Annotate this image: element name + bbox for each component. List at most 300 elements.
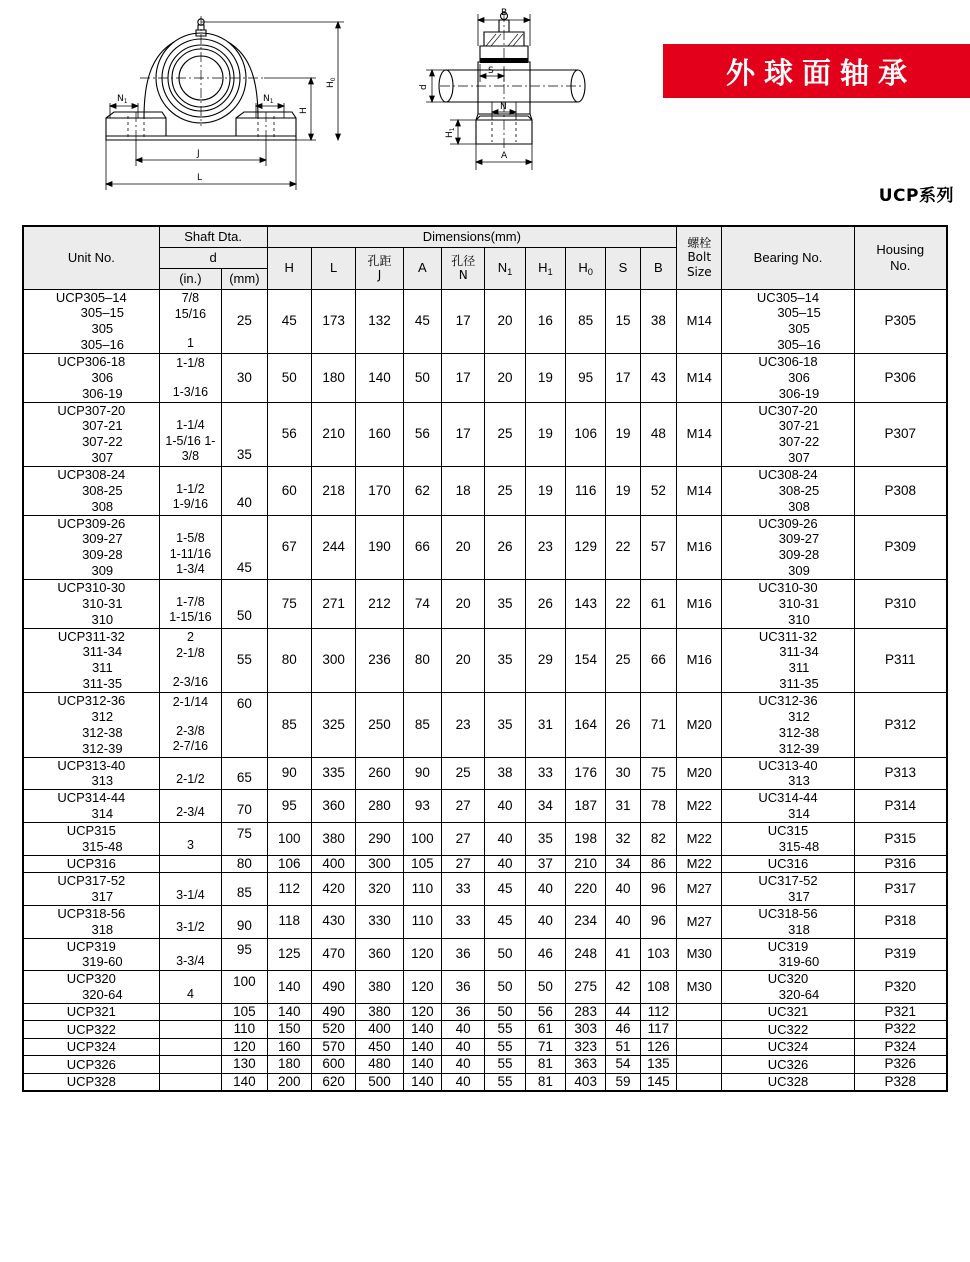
cell-s: 51 — [606, 1038, 640, 1055]
cell-unit-no: UCP312-36 312 312-38 312-39 — [23, 693, 159, 757]
cell-housing-no: P315 — [854, 822, 947, 855]
cell-s: 59 — [606, 1073, 640, 1091]
cell-j: 212 — [356, 580, 403, 629]
cell-h: 125 — [267, 938, 311, 971]
cell-l: 490 — [311, 1004, 355, 1021]
table-row — [23, 580, 947, 629]
pillow-block-front-view — [78, 6, 378, 201]
col-header-B: B — [640, 247, 676, 289]
cell-shaft-dia-mm: 95 — [222, 938, 267, 971]
cell-unit-no: UCP316 — [23, 855, 159, 872]
cell-housing-no: P326 — [854, 1056, 947, 1073]
spec-table-container — [22, 225, 948, 1092]
cell-h0: 220 — [566, 873, 606, 906]
cell-bolt-size: M14 — [677, 467, 722, 516]
cell-bolt-size: M27 — [677, 905, 722, 938]
cell-h0: 248 — [566, 938, 606, 971]
cell-b: 82 — [640, 822, 676, 855]
cell-h0: 95 — [566, 354, 606, 403]
j-cn: 孔距 — [367, 253, 392, 268]
cell-n: 20 — [442, 628, 485, 692]
cell-h: 160 — [267, 1038, 311, 1055]
cell-s: 40 — [606, 873, 640, 906]
cell-n1: 55 — [485, 1021, 525, 1038]
cell-h1: 61 — [525, 1021, 565, 1038]
housing-no-word: No. — [890, 257, 911, 273]
cell-b: 71 — [640, 693, 676, 757]
dim-label-n1-right: $N_1$ — [263, 94, 274, 105]
cell-b: 112 — [640, 1004, 676, 1021]
cell-h0: 283 — [566, 1004, 606, 1021]
dim-label-h1: $H_1$ — [445, 127, 456, 138]
cell-shaft-dia-inch — [159, 1073, 222, 1091]
cell-j: 236 — [356, 628, 403, 692]
dim-label-h: H — [299, 107, 309, 114]
cell-bolt-size — [677, 1073, 722, 1091]
cell-a: 93 — [403, 790, 441, 823]
cell-shaft-dia-mm: 105 — [222, 1004, 267, 1021]
product-title-cn: 外球面轴承 — [725, 55, 916, 90]
cell-n1: 35 — [485, 693, 525, 757]
cell-bolt-size — [677, 1021, 722, 1038]
cell-b: 96 — [640, 873, 676, 906]
cell-bearing-no: UC315 315-48 — [722, 822, 854, 855]
cell-housing-no: P313 — [854, 757, 947, 790]
cell-shaft-dia-inch: 2-3/4 — [159, 790, 222, 823]
cell-unit-no: UCP326 — [23, 1056, 159, 1073]
cell-housing-no: P308 — [854, 467, 947, 516]
cell-bolt-size — [677, 1038, 722, 1055]
cell-n1: 25 — [485, 467, 525, 516]
cell-h1: 16 — [525, 289, 565, 353]
cell-bolt-size: M30 — [677, 938, 722, 971]
cell-h0: 116 — [566, 467, 606, 516]
cell-b: 108 — [640, 971, 676, 1004]
cell-h1: 46 — [525, 938, 565, 971]
cell-n1: 25 — [485, 402, 525, 466]
cell-n1: 20 — [485, 354, 525, 403]
bolt-size-en: Bolt — [687, 250, 712, 265]
cell-h: 180 — [267, 1056, 311, 1073]
cell-bearing-no: UC324 — [722, 1038, 854, 1055]
cell-j: 140 — [356, 354, 403, 403]
cell-housing-no: P307 — [854, 402, 947, 466]
cell-shaft-dia-inch: 3 — [159, 822, 222, 855]
cell-j: 280 — [356, 790, 403, 823]
cell-n1: 55 — [485, 1056, 525, 1073]
cell-a: 56 — [403, 402, 441, 466]
cell-s: 31 — [606, 790, 640, 823]
cell-n: 17 — [442, 289, 485, 353]
cell-unit-no: UCP320 320-64 — [23, 971, 159, 1004]
col-header-mm: (mm) — [222, 268, 267, 289]
cell-l: 380 — [311, 822, 355, 855]
cell-bearing-no: UC317-52 317 — [722, 873, 854, 906]
cell-h0: 275 — [566, 971, 606, 1004]
cell-s: 15 — [606, 289, 640, 353]
cell-h0: 234 — [566, 905, 606, 938]
cell-l: 430 — [311, 905, 355, 938]
table-row — [23, 873, 947, 906]
cell-unit-no: UCP311-32 311-34 311 311-35 — [23, 628, 159, 692]
cell-bearing-no: UC310-30 310-31 310 — [722, 580, 854, 629]
col-header-bolt-size — [677, 226, 722, 289]
cell-h: 150 — [267, 1021, 311, 1038]
col-header-N1: $N_1$ — [485, 247, 525, 289]
cell-bolt-size: M27 — [677, 873, 722, 906]
cell-a: 66 — [403, 515, 441, 579]
table-row — [23, 971, 947, 1004]
cell-unit-no: UCP314-44 314 — [23, 790, 159, 823]
cell-bearing-no: UC308-24 308-25 308 — [722, 467, 854, 516]
cell-h0: 303 — [566, 1021, 606, 1038]
cell-shaft-dia-mm: 25 — [222, 289, 267, 353]
cell-l: 271 — [311, 580, 355, 629]
cell-l: 360 — [311, 790, 355, 823]
cell-n: 40 — [442, 1056, 485, 1073]
cell-shaft-dia-mm: 55 — [222, 628, 267, 692]
cell-bolt-size: M16 — [677, 580, 722, 629]
cell-b: 52 — [640, 467, 676, 516]
cell-h: 95 — [267, 790, 311, 823]
table-row — [23, 402, 947, 466]
cell-j: 260 — [356, 757, 403, 790]
pillow-block-side-view — [418, 2, 628, 197]
cell-bolt-size: M16 — [677, 515, 722, 579]
cell-b: 57 — [640, 515, 676, 579]
col-header-shaft-dia: Shaft Dta. — [159, 226, 267, 247]
col-header-L: L — [311, 247, 355, 289]
cell-h1: 40 — [525, 905, 565, 938]
cell-housing-no: P318 — [854, 905, 947, 938]
cell-bearing-no: UC312-36 312 312-38 312-39 — [722, 693, 854, 757]
cell-n1: 40 — [485, 855, 525, 872]
cell-h1: 33 — [525, 757, 565, 790]
cell-housing-no: P312 — [854, 693, 947, 757]
cell-s: 25 — [606, 628, 640, 692]
cell-bearing-no: UC313-40 313 — [722, 757, 854, 790]
cell-a: 45 — [403, 289, 441, 353]
technical-drawings — [0, 0, 970, 210]
cell-unit-no: UCP317-52 317 — [23, 873, 159, 906]
cell-shaft-dia-inch: 3-1/2 — [159, 905, 222, 938]
cell-housing-no: P322 — [854, 1021, 947, 1038]
cell-h: 106 — [267, 855, 311, 872]
cell-shaft-dia-mm: 90 — [222, 905, 267, 938]
cell-h: 90 — [267, 757, 311, 790]
cell-h1: 50 — [525, 971, 565, 1004]
cell-j: 132 — [356, 289, 403, 353]
cell-s: 40 — [606, 905, 640, 938]
cell-bearing-no: UC318-56 318 — [722, 905, 854, 938]
cell-h0: 176 — [566, 757, 606, 790]
cell-n1: 35 — [485, 580, 525, 629]
cell-h0: 198 — [566, 822, 606, 855]
cell-unit-no: UCP310-30 310-31 310 — [23, 580, 159, 629]
cell-s: 22 — [606, 515, 640, 579]
cell-h: 140 — [267, 971, 311, 1004]
cell-shaft-dia-mm: 35 — [222, 402, 267, 466]
cell-bolt-size: M30 — [677, 971, 722, 1004]
cell-s: 17 — [606, 354, 640, 403]
table-body — [23, 289, 947, 1091]
cell-h0: 164 — [566, 693, 606, 757]
cell-n1: 40 — [485, 822, 525, 855]
cell-l: 470 — [311, 938, 355, 971]
cell-n: 27 — [442, 790, 485, 823]
cell-bolt-size: M22 — [677, 822, 722, 855]
cell-h1: 35 — [525, 822, 565, 855]
cell-h: 118 — [267, 905, 311, 938]
col-header-J — [356, 247, 403, 289]
cell-l: 244 — [311, 515, 355, 579]
cell-housing-no: P328 — [854, 1073, 947, 1091]
cell-l: 210 — [311, 402, 355, 466]
cell-j: 380 — [356, 971, 403, 1004]
col-header-unit-no: Unit No. — [23, 226, 159, 289]
cell-n: 40 — [442, 1038, 485, 1055]
cell-n: 33 — [442, 905, 485, 938]
cell-shaft-dia-mm: 65 — [222, 757, 267, 790]
cell-housing-no: P321 — [854, 1004, 947, 1021]
cell-bearing-no: UC328 — [722, 1073, 854, 1091]
cell-housing-no: P324 — [854, 1038, 947, 1055]
cell-shaft-dia-inch: 7/8 15/16 1 — [159, 289, 222, 353]
cell-shaft-dia-mm: 60 — [222, 693, 267, 757]
cell-b: 66 — [640, 628, 676, 692]
cell-h1: 19 — [525, 467, 565, 516]
cell-shaft-dia-mm: 30 — [222, 354, 267, 403]
cell-h1: 23 — [525, 515, 565, 579]
table-row — [23, 693, 947, 757]
cell-j: 160 — [356, 402, 403, 466]
cell-housing-no: P314 — [854, 790, 947, 823]
cell-shaft-dia-mm: 85 — [222, 873, 267, 906]
cell-shaft-dia-mm: 130 — [222, 1056, 267, 1073]
cell-j: 250 — [356, 693, 403, 757]
product-title-banner — [663, 44, 970, 98]
cell-bearing-no: UC307-20 307-21 307-22 307 — [722, 402, 854, 466]
cell-h: 200 — [267, 1073, 311, 1091]
cell-h1: 29 — [525, 628, 565, 692]
cell-unit-no: UCP309-26 309-27 309-28 309 — [23, 515, 159, 579]
cell-h0: 85 — [566, 289, 606, 353]
col-header-inch: (in.) — [159, 268, 222, 289]
cell-bolt-size: M22 — [677, 790, 722, 823]
dim-label-b: B — [501, 8, 508, 18]
cell-n1: 20 — [485, 289, 525, 353]
cell-shaft-dia-mm: 100 — [222, 971, 267, 1004]
cell-bearing-no: UC306-18 306 306-19 — [722, 354, 854, 403]
cell-housing-no: P306 — [854, 354, 947, 403]
cell-shaft-dia-inch — [159, 1021, 222, 1038]
cell-s: 42 — [606, 971, 640, 1004]
cell-n: 27 — [442, 822, 485, 855]
j-sym: J — [377, 268, 382, 283]
cell-h1: 81 — [525, 1056, 565, 1073]
dim-label-a: A — [501, 151, 508, 161]
cell-l: 173 — [311, 289, 355, 353]
cell-n1: 50 — [485, 938, 525, 971]
cell-bolt-size: M20 — [677, 693, 722, 757]
cell-bolt-size: M14 — [677, 402, 722, 466]
header-row-1 — [23, 226, 947, 247]
table-row — [23, 822, 947, 855]
cell-b: 75 — [640, 757, 676, 790]
cell-n: 40 — [442, 1073, 485, 1091]
cell-h0: 363 — [566, 1056, 606, 1073]
series-label: UCP系列 — [878, 186, 954, 206]
cell-housing-no: P316 — [854, 855, 947, 872]
cell-a: 62 — [403, 467, 441, 516]
cell-h: 60 — [267, 467, 311, 516]
cell-bearing-no: UC316 — [722, 855, 854, 872]
cell-bolt-size — [677, 1056, 722, 1073]
table-row — [23, 354, 947, 403]
cell-h: 75 — [267, 580, 311, 629]
cell-housing-no: P305 — [854, 289, 947, 353]
table-row — [23, 905, 947, 938]
cell-bolt-size: M14 — [677, 289, 722, 353]
cell-bearing-no: UC326 — [722, 1056, 854, 1073]
cell-housing-no: P310 — [854, 580, 947, 629]
cell-j: 400 — [356, 1021, 403, 1038]
cell-n1: 55 — [485, 1038, 525, 1055]
cell-n: 17 — [442, 402, 485, 466]
cell-l: 520 — [311, 1021, 355, 1038]
cell-housing-no: P311 — [854, 628, 947, 692]
table-row — [23, 515, 947, 579]
col-header-housing-no — [854, 226, 947, 289]
cell-n: 36 — [442, 971, 485, 1004]
cell-bearing-no: UC319 319-60 — [722, 938, 854, 971]
cell-n: 23 — [442, 693, 485, 757]
cell-s: 34 — [606, 855, 640, 872]
cell-b: 96 — [640, 905, 676, 938]
cell-h: 85 — [267, 693, 311, 757]
cell-unit-no: UCP324 — [23, 1038, 159, 1055]
cell-l: 325 — [311, 693, 355, 757]
cell-a: 140 — [403, 1056, 441, 1073]
cell-n: 17 — [442, 354, 485, 403]
cell-shaft-dia-mm: 80 — [222, 855, 267, 872]
table-row — [23, 790, 947, 823]
col-header-H1: $H_1$ — [525, 247, 565, 289]
cell-a: 85 — [403, 693, 441, 757]
dim-label-n1-left: $N_1$ — [117, 94, 128, 105]
cell-j: 170 — [356, 467, 403, 516]
cell-a: 140 — [403, 1021, 441, 1038]
cell-l: 300 — [311, 628, 355, 692]
cell-n: 18 — [442, 467, 485, 516]
cell-shaft-dia-mm: 50 — [222, 580, 267, 629]
cell-n1: 45 — [485, 873, 525, 906]
cell-s: 46 — [606, 1021, 640, 1038]
cell-bolt-size: M22 — [677, 855, 722, 872]
cell-shaft-dia-inch — [159, 855, 222, 872]
table-row — [23, 1004, 947, 1021]
dim-label-n: N — [500, 102, 507, 112]
cell-j: 190 — [356, 515, 403, 579]
cell-bearing-no: UC305–14 305–15 305 305–16 — [722, 289, 854, 353]
cell-n: 27 — [442, 855, 485, 872]
cell-shaft-dia-inch — [159, 1038, 222, 1055]
bolt-size-word: Size — [686, 265, 712, 280]
cell-j: 330 — [356, 905, 403, 938]
table-row — [23, 467, 947, 516]
cell-j: 380 — [356, 1004, 403, 1021]
cell-b: 38 — [640, 289, 676, 353]
cell-a: 140 — [403, 1038, 441, 1055]
cell-shaft-dia-inch: 2-1/14 2-3/8 2-7/16 — [159, 693, 222, 757]
table-row — [23, 1056, 947, 1073]
cell-s: 41 — [606, 938, 640, 971]
cell-unit-no: UCP322 — [23, 1021, 159, 1038]
cell-h1: 37 — [525, 855, 565, 872]
cell-n1: 35 — [485, 628, 525, 692]
cell-bearing-no: UC314-44 314 — [722, 790, 854, 823]
cell-b: 43 — [640, 354, 676, 403]
cell-shaft-dia-mm: 75 — [222, 822, 267, 855]
cell-bearing-no: UC320 320-64 — [722, 971, 854, 1004]
col-header-H0: $H_0$ — [566, 247, 606, 289]
cell-l: 180 — [311, 354, 355, 403]
table-header — [23, 226, 947, 289]
cell-a: 120 — [403, 971, 441, 1004]
ucp-spec-table — [22, 225, 948, 1092]
cell-j: 290 — [356, 822, 403, 855]
n-sym: N — [458, 268, 468, 283]
col-header-S: S — [606, 247, 640, 289]
cell-h: 50 — [267, 354, 311, 403]
cell-l: 620 — [311, 1073, 355, 1091]
table-row — [23, 1073, 947, 1091]
cell-a: 50 — [403, 354, 441, 403]
cell-a: 100 — [403, 822, 441, 855]
cell-n1: 40 — [485, 790, 525, 823]
cell-s: 30 — [606, 757, 640, 790]
cell-unit-no: UCP305–14 305–15 305 305–16 — [23, 289, 159, 353]
cell-n1: 45 — [485, 905, 525, 938]
table-row — [23, 289, 947, 353]
cell-h: 100 — [267, 822, 311, 855]
col-header-d: d — [159, 247, 267, 268]
cell-l: 420 — [311, 873, 355, 906]
cell-shaft-dia-inch: 3-3/4 — [159, 938, 222, 971]
cell-n: 25 — [442, 757, 485, 790]
cell-j: 360 — [356, 938, 403, 971]
cell-shaft-dia-inch: 3-1/4 — [159, 873, 222, 906]
cell-h1: 31 — [525, 693, 565, 757]
cell-unit-no: UCP319 319-60 — [23, 938, 159, 971]
cell-a: 80 — [403, 628, 441, 692]
cell-bolt-size: M14 — [677, 354, 722, 403]
cell-b: 48 — [640, 402, 676, 466]
cell-s: 26 — [606, 693, 640, 757]
cell-unit-no: UCP306-18 306 306-19 — [23, 354, 159, 403]
cell-h: 80 — [267, 628, 311, 692]
cell-n: 20 — [442, 515, 485, 579]
col-header-dimensions: Dimensions(mm) — [267, 226, 677, 247]
cell-h: 140 — [267, 1004, 311, 1021]
cell-h1: 56 — [525, 1004, 565, 1021]
cell-bolt-size: M16 — [677, 628, 722, 692]
cell-n: 40 — [442, 1021, 485, 1038]
cell-unit-no: UCP313-40 313 — [23, 757, 159, 790]
cell-h1: 81 — [525, 1073, 565, 1091]
cell-h0: 106 — [566, 402, 606, 466]
cell-n: 36 — [442, 1004, 485, 1021]
